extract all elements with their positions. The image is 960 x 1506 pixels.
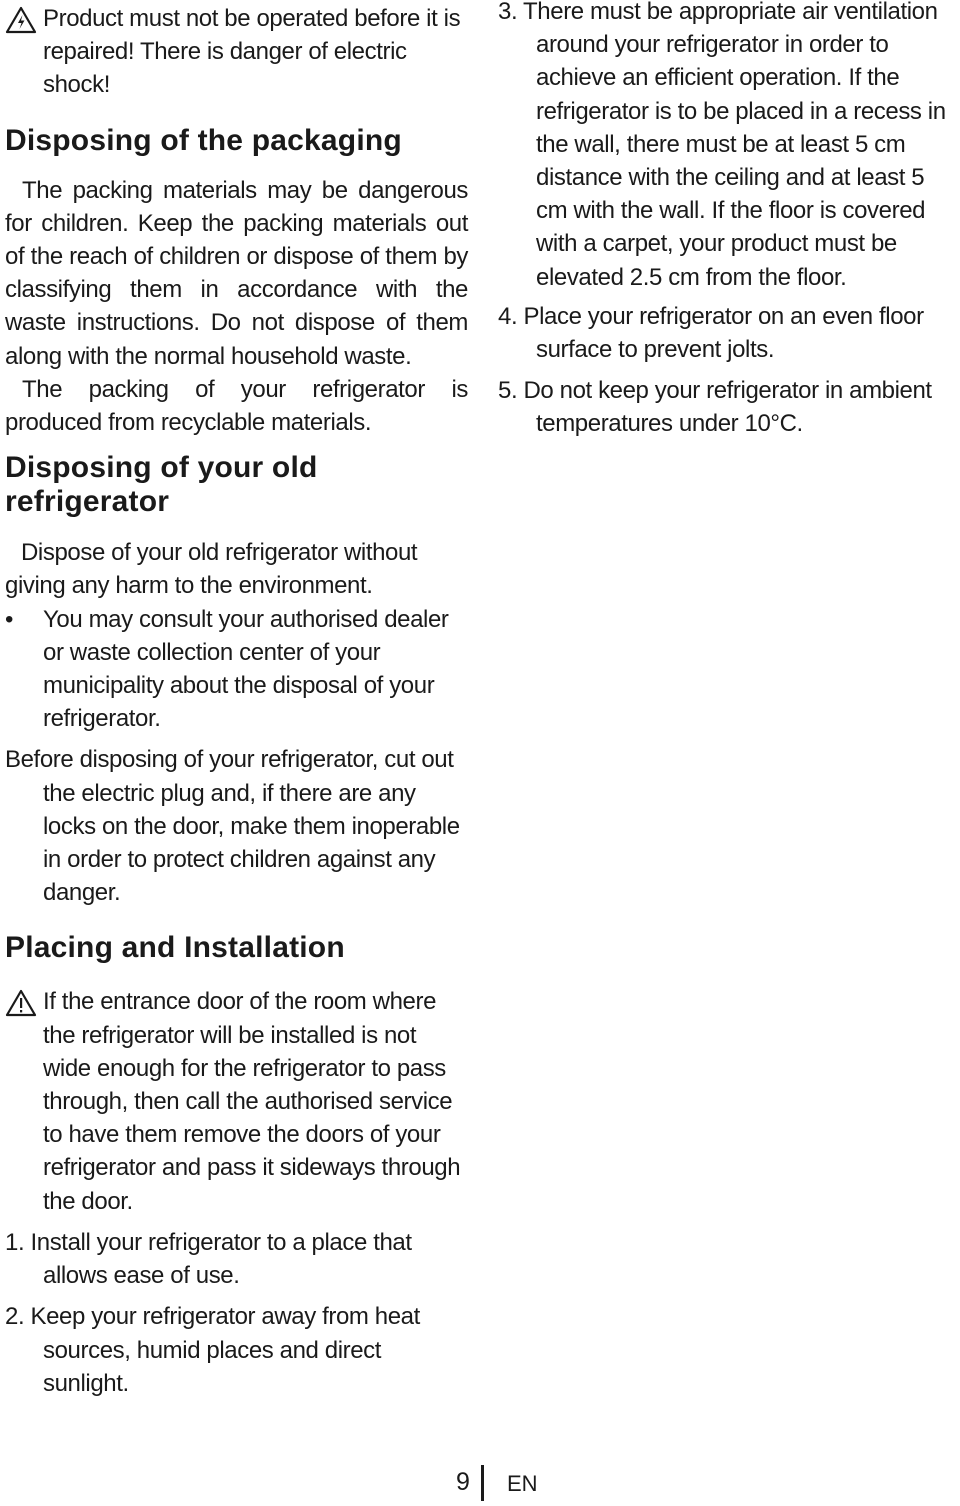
old-refrigerator-bullet-text: You may consult your authorised dealer or waste collection center of your municipality about the disposal of your refrigerator. — [43, 605, 449, 733]
heading-disposing-old-refrigerator — [5, 451, 468, 519]
electric-warning-icon — [5, 6, 37, 34]
electric-shock-warning — [5, 2, 468, 102]
page-number: 9 — [456, 1468, 470, 1496]
install-item-1: 1. Install your refrigerator to a place that allows ease of use. — [5, 1228, 412, 1290]
language-code: EN — [507, 1471, 538, 1496]
right-column — [498, 0, 960, 441]
old-refrigerator-bullet — [5, 603, 468, 736]
door-width-warning-text: If the entrance door of the room where the refrigerator will be installed is not wide enough for the refrigerator to pass through, then call the authorised service to have them remove the doors of your refrigerator and pass it sideways through the door. — [43, 988, 461, 1215]
before-disposing-paragraph: Before disposing of your refrigerator, cut out the electric plug and, if there are any locks on the door, make them inoperable in order to protect children against any danger. — [5, 746, 460, 907]
packaging-paragraph-2: The packing of your refrigerator is produced from recyclable materials. — [5, 375, 468, 437]
door-width-warning — [5, 985, 468, 1217]
heading-disposing-packaging: Disposing of the packaging — [5, 123, 402, 157]
bullet-dot: • — [5, 605, 14, 633]
page-footer — [0, 1465, 960, 1505]
left-column — [5, 2, 468, 1400]
old-refrigerator-paragraph: Dispose of your old refrigerator without giving any harm to the environment. — [5, 539, 418, 600]
warning-triangle-icon — [5, 989, 37, 1017]
install-item-2: 2. Keep your refrigerator away from heat sources, humid places and direct sunlight. — [5, 1303, 420, 1397]
install-item-5: 5. Do not keep your refrigerator in ambient temperatures under 10°C. — [498, 377, 932, 438]
install-item-3: 3. There must be appropriate air ventilation around your refrigerator in order to achieve an efficient operation. If the refrigerator is to be placed in a recess in the wall, there must be at least 5 cm distance with the ceiling and at least 5 cm with the wall. If the floor is covered with a carpet, your product must be elevated 2.5 cm from the floor. — [498, 0, 946, 291]
footer-divider — [481, 1465, 484, 1501]
install-item-4: 4. Place your refrigerator on an even floor surface to prevent jolts. — [498, 302, 924, 364]
heading-old-line-1: Disposing of your old — [5, 451, 318, 485]
heading-placing-installation: Placing and Installation — [5, 931, 345, 965]
heading-old-line-2: refrigerator — [5, 485, 170, 519]
packaging-paragraph-1: The packing materials may be dangerous for children. Keep the packing materials out of the reach of children or dispose of them by classifying them in accordance with the waste instructions. Do not dispose of them along with the normal household waste. — [5, 176, 468, 370]
electric-shock-warning-text: Product must not be operated before it is repaired! There is danger of electric shock! — [43, 5, 461, 99]
